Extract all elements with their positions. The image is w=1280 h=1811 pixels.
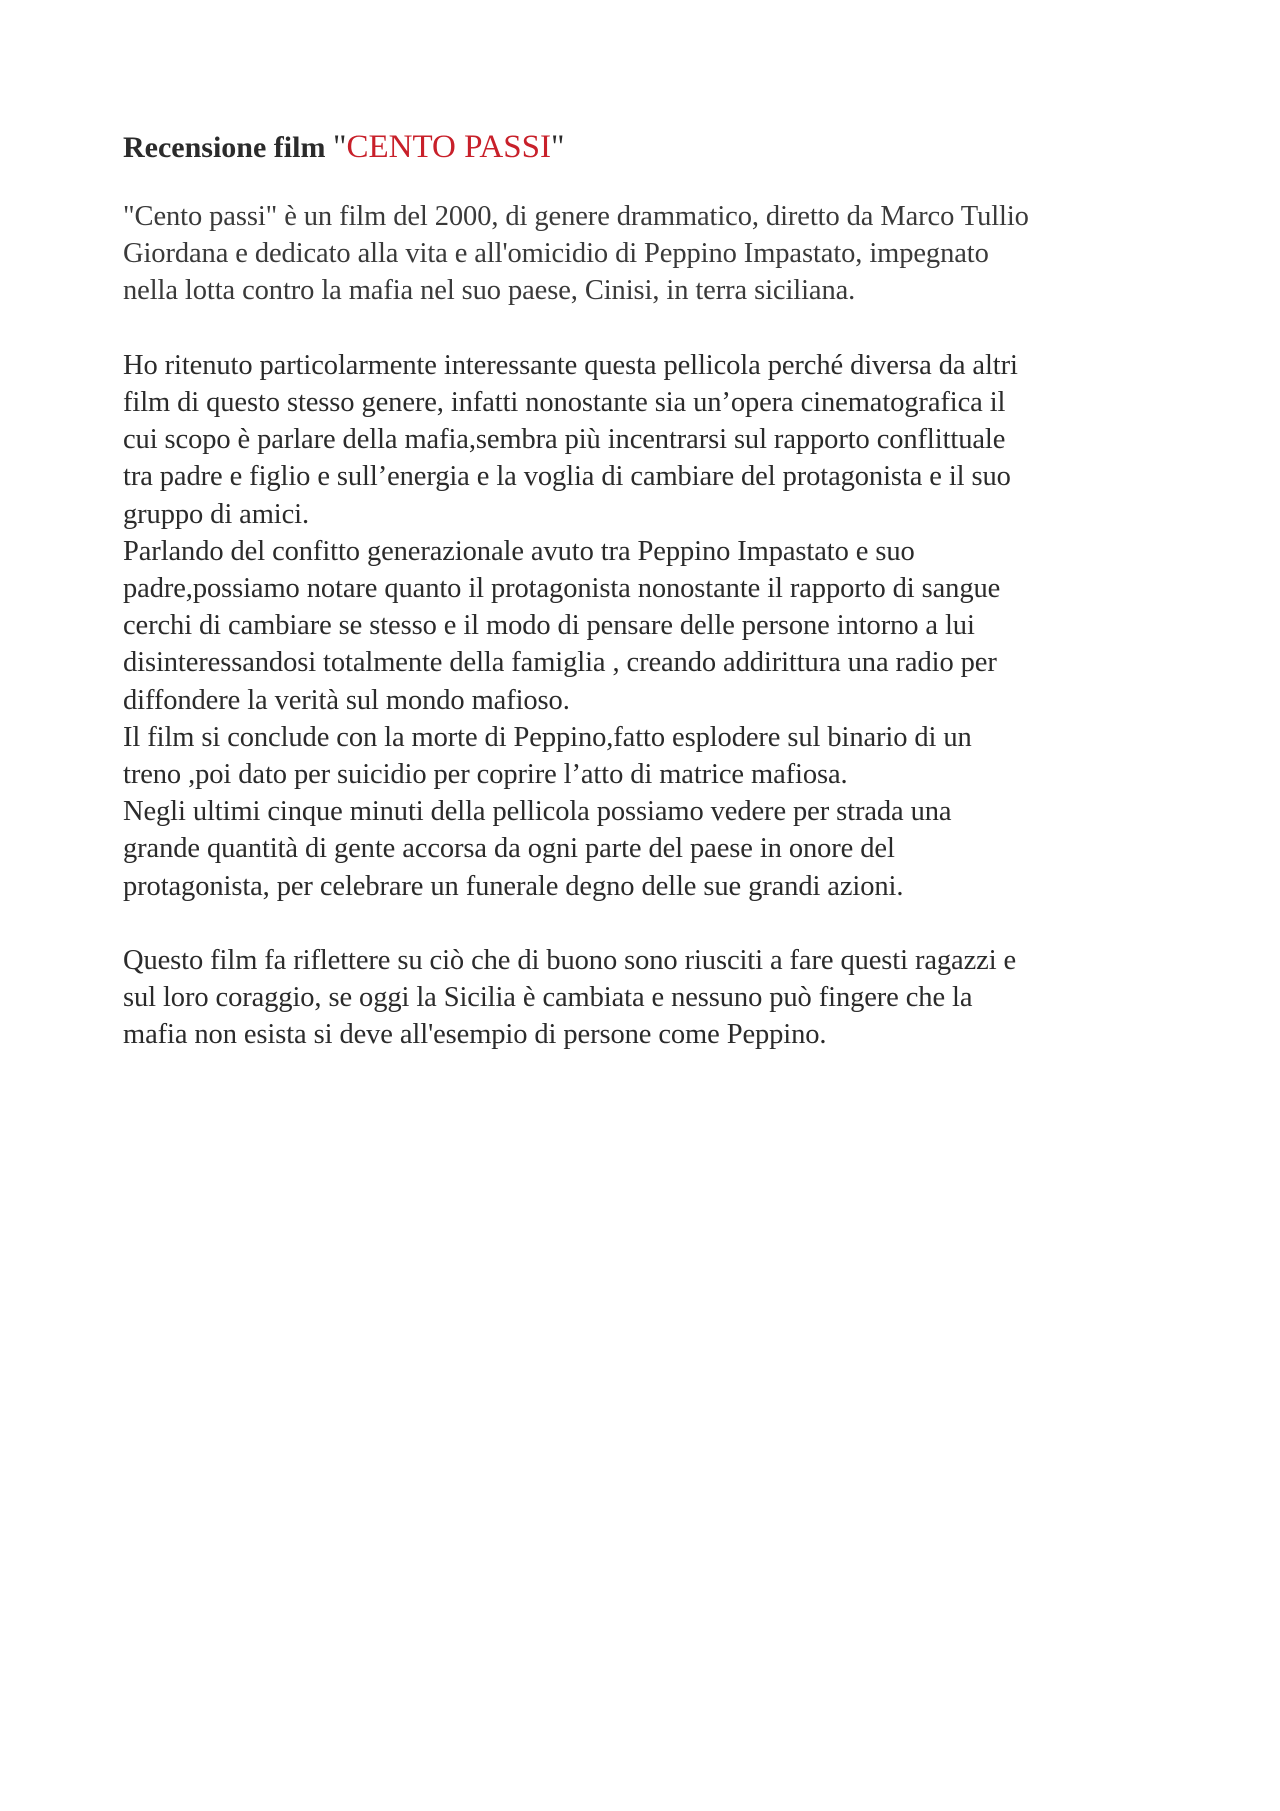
paragraph-gap: [123, 310, 1173, 347]
text-line: Negli ultimi cinque minuti della pellicola possiamo vedere per strada una: [123, 796, 952, 828]
text-line: disinteressandosi totalmente della famiglia , creando addirittura una radio per: [123, 647, 997, 679]
text-line: Ho ritenuto particolarmente interessante questa pellicola perché diversa da altri: [123, 349, 1018, 381]
document-body: [123, 128, 1173, 1054]
text-line: "Cento passi" è un film del 2000, di genere drammatico, diretto da Marco Tullio: [123, 201, 1029, 232]
page-title: [123, 128, 1173, 167]
text-line: gruppo di amici.: [123, 498, 309, 530]
text-line: Parlando del confitto generazionale avuto tra Peppino Impastato e suo: [123, 535, 915, 567]
text-line: nella lotta contro la mafia nel suo paese, Cinisi, in terra siciliana.: [123, 275, 856, 307]
text-line: padre,possiamo notare quanto il protagonista nonostante il rapporto di sangue: [123, 573, 1001, 605]
title-film-name: CENTO PASSI: [346, 129, 551, 165]
text-line: diffondere la verità sul mondo mafioso.: [123, 684, 570, 716]
text-line: cerchi di cambiare se stesso e il modo di pensare delle persone intorno a lui: [123, 610, 975, 642]
title-quote-close: ": [550, 129, 565, 165]
title-prefix: Recensione film: [123, 131, 333, 164]
text-line: treno ,poi dato per suicidio per coprire l’atto di matrice mafiosa.: [123, 759, 848, 791]
text-line: protagonista, per celebrare un funerale degno delle sue grandi azioni.: [123, 870, 904, 902]
text-line: cui scopo è parlare della mafia,sembra più incentrarsi sul rapporto conflittuale: [123, 424, 1006, 456]
text-line: Questo film fa riflettere su ciò che di buono sono riusciti a fare questi ragazzi e: [123, 945, 1017, 977]
text-line: tra padre e figlio e sull’energia e la voglia di cambiare del protagonista e il suo: [123, 461, 1011, 493]
paragraph-conclusion: [123, 942, 1173, 1054]
text-line: sul loro coraggio, se oggi la Sicilia è cambiata e nessuno può fingere che la: [123, 982, 973, 1014]
text-line: Il film si conclude con la morte di Peppino,fatto esplodere sul binario di un: [123, 721, 972, 753]
text-line: mafia non esista si deve all'esempio di persone come Peppino.: [123, 1019, 827, 1051]
text-line: film di questo stesso genere, infatti nonostante sia un’opera cinematografica il: [123, 387, 1006, 418]
text-line: grande quantità di gente accorsa da ogni parte del paese in onore del: [123, 833, 895, 865]
paragraph-gap: [123, 905, 1173, 942]
title-quote-open: ": [332, 129, 347, 165]
paragraph-intro: [123, 198, 1173, 310]
text-line: Giordana e dedicato alla vita e all'omicidio di Peppino Impastato, impegnato: [123, 238, 989, 270]
paragraph-review: [123, 347, 1173, 905]
